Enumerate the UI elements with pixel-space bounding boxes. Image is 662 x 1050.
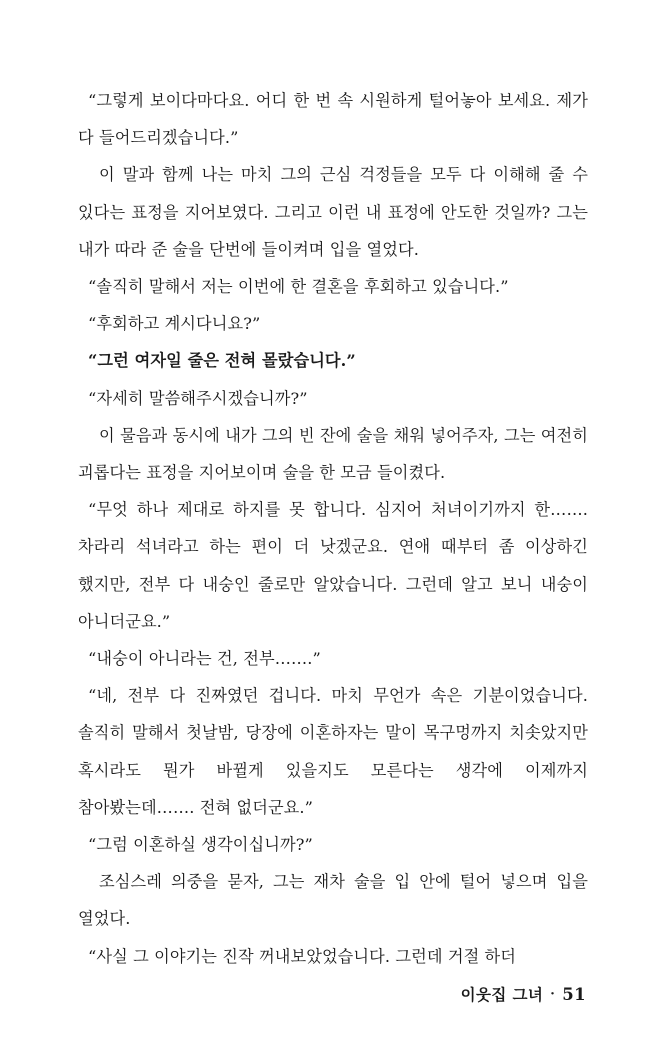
- paragraph: “솔직히 말해서 저는 이번에 한 결혼을 후회하고 있습니다.”: [88, 277, 509, 297]
- paragraph: “네, 전부 다 진짜였던 겁니다. 마치 무언가 속은 기분이었습니다. 솔직히 말해서 첫날밤, 당장에 이혼하자는 말이 목구멍까지 치솟았지만 혹시라도 뭔가 바뀔게 있을지도 모른다는 생각에 이제까지 참아봤는데……. 전혀 없더군요.”: [78, 686, 588, 817]
- paragraph: 이 말과 함께 나는 마치 그의 근심 걱정들을 모두 다 이해해 줄 수 있다는 표정을 지어보였다. 그리고 이런 내 표정에 안도한 것일까? 그는 내가 따라 준 술을 단번에 들이켜며 입을 열었다.: [78, 165, 588, 259]
- paragraph: “무엇 하나 제대로 하지를 못 합니다. 심지어 처녀이기까지 한……. 차라리 석녀라고 하는 편이 더 낫겠군요. 연애 때부터 좀 이상하긴 했지만, 전부 다 내숭인 줄로만 알았습니다. 그런데 알고 보니 내숭이 아니더군요.”: [78, 500, 588, 631]
- paragraph: “그럼 이혼하실 생각이십니까?”: [88, 835, 313, 855]
- page-number: 51: [562, 985, 586, 1004]
- paragraph: “사실 그 이야기는 진작 꺼내보았었습니다. 그런데 거절 하더: [88, 946, 517, 966]
- footer-separator: ·: [550, 987, 556, 1002]
- paragraph: “자세히 말씀해주시겠습니까?”: [88, 388, 308, 408]
- paragraph: “후회하고 계시다니요?”: [88, 314, 261, 334]
- paragraph: 이 물음과 동시에 내가 그의 빈 잔에 술을 채워 넣어주자, 그는 여전히 괴롭다는 표정을 지어보이며 술을 한 모금 들이켰다.: [78, 425, 588, 483]
- paragraph: “내숭이 아니라는 건, 전부…….”: [88, 649, 321, 669]
- running-title: 이웃집 그녀: [460, 985, 544, 1004]
- page-body: [78, 82, 588, 975]
- paragraph: 조심스레 의중을 묻자, 그는 재차 술을 입 안에 털어 넣으며 입을 열었다.: [78, 872, 588, 929]
- paragraph-emphasis: “그런 여자일 줄은 전혀 몰랐습니다.”: [88, 351, 356, 371]
- page-footer: [461, 983, 586, 1005]
- paragraph: “그렇게 보이다마다요. 어디 한 번 속 시원하게 털어놓아 보세요. 제가 다 들어드리겠습니다.”: [78, 91, 588, 148]
